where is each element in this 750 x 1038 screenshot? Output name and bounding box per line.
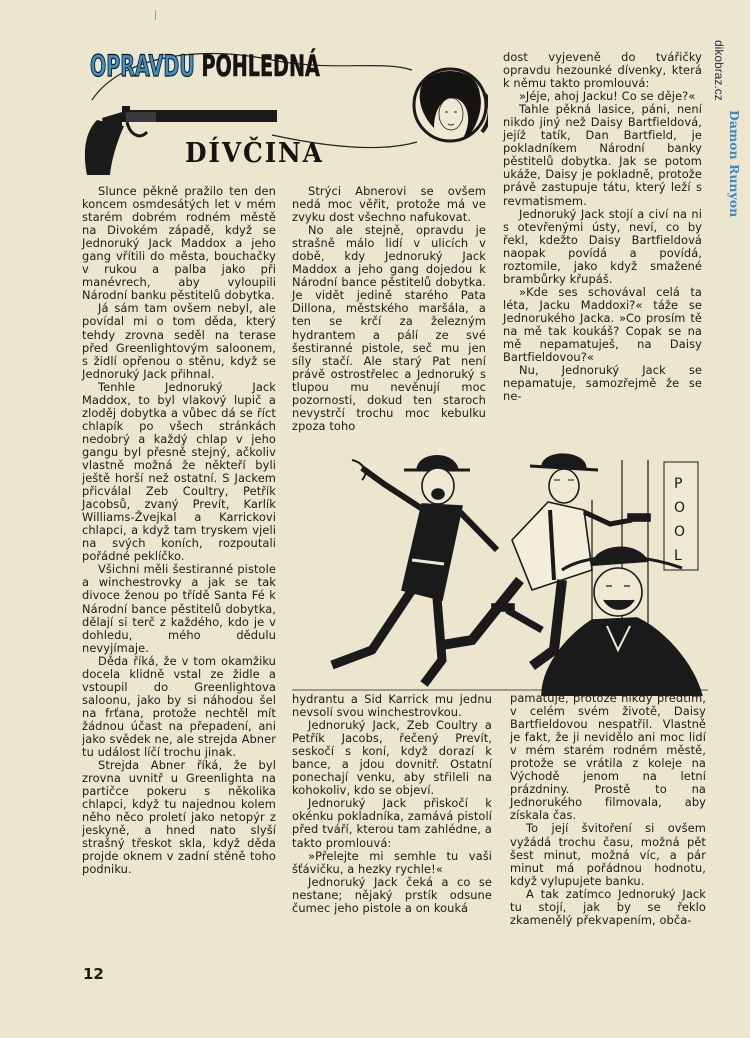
sign-letter: P bbox=[674, 476, 683, 492]
paragraph: Všichni měli šestiranné pistole a winchestrovky a jak se tak divoce ženou po třídě Santa Fé k Národní bance pěstitelů dobytka, dělají si terč z každého, kdo je v dohledu, mého dědulu nevyjímaje. bbox=[82, 562, 276, 655]
paragraph: To její švitoření si ovšem vyžádá trochu času, možná pět šest minut, možná víc, a pár minut má pořádnou hodnotu, když vylupujete banku. bbox=[510, 821, 706, 888]
page-number: 12 bbox=[83, 965, 104, 983]
paragraph: Slunce pěkně pražilo ten den koncem osmdesátých let v mém starém dobrém rodném městě na Divokém západě, když se Jednoruký Jack Maddox a jeho gang vřítili do města, bouchačky v rukou a palba jako při manévrech, aby vyloupili Národní banku pěstitelů dobytka. bbox=[82, 184, 276, 303]
column-3-top bbox=[503, 51, 702, 403]
cowboy-left bbox=[332, 456, 497, 684]
side-credit bbox=[712, 40, 742, 240]
crop-mark bbox=[155, 10, 156, 20]
paragraph: Jednoruký Jack stojí a civí na ni s otevřenými ústy, neví, co by řekl, kdežto Daisy Bartfieldová naopak povídá a povídá, roztomile, jako když smažené brambůrky křupáš. bbox=[503, 206, 702, 286]
paragraph: Strýci Abnerovi se ovšem nedá moc věřit, protože má ve zvyku dost všechno nafukovat. bbox=[292, 184, 486, 225]
paragraph: Já sám tam ovšem nebyl, ale povídal mi o tom děda, který tehdy zrovna seděl na terase před Greenlightovým saloonem, s židlí opřenou o stěnu, když se Jednoruký Jack přihnal. bbox=[82, 301, 276, 381]
column-1 bbox=[82, 185, 276, 876]
paragraph: Nu, Jednoruký Jack se nepamatuje, samozřejmě že se ne- bbox=[503, 363, 702, 404]
paragraph: Děda říká, že v tom okamžiku docela klidně vstal ze židle a vstoupil do Greenlightova saloonu, jako by si náhodou šel na frťana, protože nechtěl mít žádnou účast na přepadení, ani jako svědek ne, ale strejda Abner tu událost líčí trochu jinak. bbox=[82, 653, 276, 760]
paragraph: »Jéje, ahoj Jacku! Co se děje?« bbox=[519, 89, 696, 104]
headline-highlight: OPRAVDU bbox=[90, 49, 195, 83]
sign-letter: O bbox=[674, 524, 686, 540]
paragraph: »Kde ses schovával celá ta léta, Jacku Maddoxi?« táže se Jednorukého Jacka. »Co prosím tě na mě tak koukáš? Copak se na mě nepamatuješ, na Daisy Bartfieldovou?« bbox=[503, 284, 702, 365]
paragraph: hydrantu a Sid Karrick mu jednu nevsolí svou winchestrovkou. bbox=[292, 692, 492, 720]
paragraph: Jednoruký Jack, Zeb Coultry a Petřík Jacobs, řečený Prevít, seskočí s koní, když dorazí k bance, a jdou dovnitř. Ostatní ponechají venku, aby střileli na kohokoliv, kdo se objeví. bbox=[292, 718, 492, 798]
headline-line2: DÍVČINA bbox=[185, 138, 324, 169]
paragraph: Jednoruký Jack přiskočí k okénku pokladníka, zamává pistolí před tváří, kterou tam zahlédne, a takto promlouvá: bbox=[292, 796, 492, 850]
column-3-bottom bbox=[510, 692, 706, 927]
author-name: Damon Runyon bbox=[727, 110, 742, 218]
paragraph: A tak zatímco Jednoruký Jack tu stojí, jak by se řeklo zkamenělý překvapením, obča- bbox=[510, 886, 706, 927]
lady-portrait-icon bbox=[414, 69, 488, 141]
paragraph: Tahle pěkná lasice, páni, není nikdo jiný než Daisy Bartfieldová, jejíž tatík, Dan Bartfield, je pokladníkem Národní banky pěstitelů dobytka. Jak se potom ukáže, Daisy je pokladně, protože právě zastupuje tátu, který leží s revmatismem. bbox=[503, 102, 702, 208]
paragraph: pamatuje, protože nikdy předtím, v celém svém životě, Daisy Bartfieldovou nespatřil. Vlastně je fakt, že ji nevidělo ani moc lidí v mém starém rodném městě, protože se vrátila z koleje na Východě jenom na letní prázdniny. Prostě to na Jednorukého filmovala, aby získala čas. bbox=[510, 691, 706, 823]
gunfight-illustration bbox=[292, 440, 708, 696]
paragraph: No ale stejně, opravdu je strašně málo lidí v ulicích v době, kdy Jednoruký Jack Maddox a jeho gang dojedou k Národní bance pěstitelů dobytka. Je vidět jedině starého Pata Dillona, městského maršála, a ten se krčí za železným hydrantem a pálí ze své šestiranné pistole, seč mu jen síly stačí. Ale starý Pat není právě ostrostřelec a Jednoruký s tlupou mu nevěnují moc pozornosti, dokud ten staroch nevystrčí trochu moc kebulku zpoza toho bbox=[292, 223, 486, 433]
paragraph: »Přelejte mi semhle tu vaši šťávičku, a hezky rychle!« bbox=[292, 848, 492, 876]
column-2-bottom bbox=[292, 693, 492, 915]
site-watermark: dikobraz.cz bbox=[712, 40, 726, 101]
sign-letter: L bbox=[674, 548, 682, 564]
paragraph: Tenhle Jednoruký Jack Maddox, to byl vlakový lupič a zloděj dobytka a vůbec dá se říct chlapík po všech stránkách nedobrý a každý chlap v jeho gangu byl přesně stejný, ačkoliv vlastně možná že někteří byli ještě horší než ostatní. S Jackem přicválal Zeb Coultry, Petřík Jacobsů, zvaný Prevít, Karlík Williams-Žvejkal a Karrickovi chlapci, a když tam tryskem vjeli na svých koních, rozpoutali pořádné peklíčko. bbox=[82, 379, 276, 564]
headline-line1 bbox=[90, 49, 320, 83]
sign-letter: O bbox=[674, 500, 686, 516]
headline-rest: POHLEDNÁ bbox=[201, 49, 320, 83]
column-2-top bbox=[292, 185, 486, 433]
paragraph: Strejda Abner říká, že byl zrovna uvnitř u Greenlighta na partičce pokeru s několika chlapci, když tu najednou kolem něho něco proletí jako netopýr z jeskyně, a hned nato slyší strašný třeskot skla, když děda projde oknem v zadní stěně toho podniku. bbox=[82, 758, 276, 877]
paragraph: dost vyjeveně do tvářičky opravdu hezounké dívenky, která k němu takto promlouvá: bbox=[503, 50, 702, 91]
paragraph: Jednoruký Jack čeká a co se nestane; nějaký prstík odsune čumec jeho pistole a on kouká bbox=[292, 874, 492, 915]
